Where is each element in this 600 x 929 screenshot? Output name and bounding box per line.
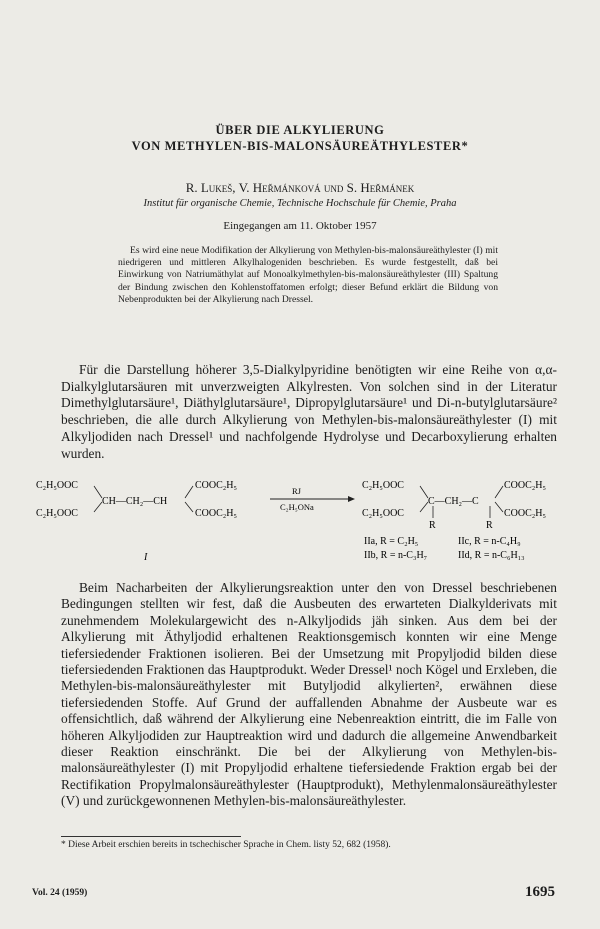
reaction-scheme: [30, 470, 570, 570]
authors: R. Lukeš, V. Heřmánková und S. Heřmánek: [185, 180, 415, 195]
scheme-label-IIc: IIc, R = n-C₄H₉: [458, 536, 521, 547]
paragraph-2: [61, 580, 557, 810]
scheme-left-right-bottom: COOC₂H₅: [195, 508, 237, 519]
scheme-left-chain: CH—CH₂—CH: [102, 496, 168, 507]
scheme-r-label-1: R: [429, 520, 436, 531]
scheme-bond: [495, 502, 503, 512]
title-line-1: ÜBER DIE ALKYLIERUNG: [215, 123, 385, 137]
scheme-right-chain: C—CH₂—C: [428, 496, 479, 507]
scheme-right-bottom-left: C₂H₅OOC: [362, 508, 404, 519]
journal-volume: Vol. 24 (1959): [32, 888, 88, 898]
scheme-bond: [420, 486, 428, 498]
scheme-label-IId: IId, R = n-C₆H₁₃: [458, 550, 525, 561]
paper-title: [0, 122, 600, 154]
scheme-r-label-2: R: [486, 520, 493, 531]
scheme-left-top-group: C₂H₅OOC: [36, 480, 78, 491]
scheme-bond: [185, 486, 193, 498]
scheme-left-right-top: COOC₂H₅: [195, 480, 237, 491]
paragraph-1: [61, 362, 557, 462]
scheme-reagent-above: RJ: [292, 486, 301, 496]
scheme-right-top-right: COOC₂H₅: [504, 480, 546, 491]
scheme-bond: [94, 502, 102, 512]
scheme-reagent-below: C₂H₅ONa: [280, 502, 314, 512]
scheme-bond: [420, 502, 428, 512]
scheme-bond: [495, 486, 503, 498]
scheme-arrowhead: [348, 496, 355, 502]
scheme-label-IIb: IIb, R = n-C₃H₇: [364, 550, 428, 561]
paragraph-1-text: Für die Darstellung höherer 3,5-Dialkylpyridine benötigten wir eine Reihe von α,α-Dialkylglutarsäuren mit unverzweigten Alkylresten. Von solchen sind in der Literatur Dimethylglutarsäure¹, Diäthylglutarsäure¹, Dipropylglutarsäure¹ und Di-n-butylglutarsäure² beschrieben, die alle durch Alkylierung von Methylen-bis-malonsäureäthylester (I) mit Alkyljodiden nach Dressel¹ und nachfolgende Hydrolyse und Decarboxylierung erhalten wurden.: [61, 362, 557, 461]
paragraph-2-text: Beim Nacharbeiten der Alkylierungsreaktion unter den von Dressel beschriebenen Bedingungen stellten wir fest, daß die Ausbeuten des erwarteten Dialkylderivats mit zunehmendem Molekulargewicht des n-Alkyljodids jäh sinken. Aus dem bei der Alkylierung mit Äthyljodid erhaltenen Reaktionsgemisch konnten wir eine Menge tiefersiedender Fraktionen isolieren. Bei der Umsetzung mit Propyljodid bilden diese tiefersiedenden Fraktionen das Hauptprodukt. Weder Dressel¹ noch Kögel und Erxleben, die Methylen-bis-malonsäureäthylester mit Butyljodid alkylierten², erwähnen diese tiefersiedenden Stoffe. Auf Grund der auffallenden Abnahme der Ausbeute war es offensichtlich, daß während der Alkylierung eine Nebenreaktion eintritt, die im Falle von höheren Alkyljodiden zur Hauptreaktion wird und dadurch die allgemeine Anwendbarkeit dieser Reaktion einschränkt. Die bei der Alkylierung von Methylen-bis-malonsäureäthylester (I) mit Propyljodid erhaltene tiefersiedende Fraktion ergab bei der Rectifikation Propylmalonsäureäthylester (Hauptprodukt), Methylenmalonsäureäthylester (V) und zurückgewonnenen Methylen-bis-malonsäureäthylester.: [61, 580, 557, 809]
scheme-bond: [94, 486, 102, 498]
scheme-right-top-left: C₂H₅OOC: [362, 480, 404, 491]
page-number: 1695: [525, 884, 555, 900]
scheme-left-bottom-group: C₂H₅OOC: [36, 508, 78, 519]
title-line-2: VON METHYLEN-BIS-MALONSÄUREÄTHYLESTER*: [131, 139, 469, 153]
footnote: * Diese Arbeit erschien bereits in tschechischer Sprache in Chem. listy 52, 682 (1958).: [61, 840, 391, 850]
scheme-bond: [185, 502, 193, 512]
abstract: [118, 245, 498, 306]
footnote-rule: [61, 836, 241, 837]
received-date: Eingegangen am 11. Oktober 1957: [223, 220, 377, 232]
institute: Institut für organische Chemie, Technische Hochschule für Chemie, Praha: [143, 198, 457, 209]
abstract-text: Es wird eine neue Modifikation der Alkylierung von Methylen-bis-malonsäureäthylester (I) mit niedrigeren und mittleren Alkylhalogeniden beschrieben. Es wurde festgestellt, daß bei Einwirkung von Natriumäthylat auf Monoalkylmethylen-bis-malonsäureäthylester (III) Spaltung der Bindung zwischen den Kohlenstoffatomen erfolgt; dieser Befund erklärt die Bildung von Nebenprodukten bei der Alkylierung nach Dressel.: [118, 245, 498, 305]
scheme-compound-label-I: I: [144, 552, 148, 563]
scheme-label-IIa: IIa, R = C₂H₅: [364, 536, 419, 547]
scheme-right-bottom-right: COOC₂H₅: [504, 508, 546, 519]
